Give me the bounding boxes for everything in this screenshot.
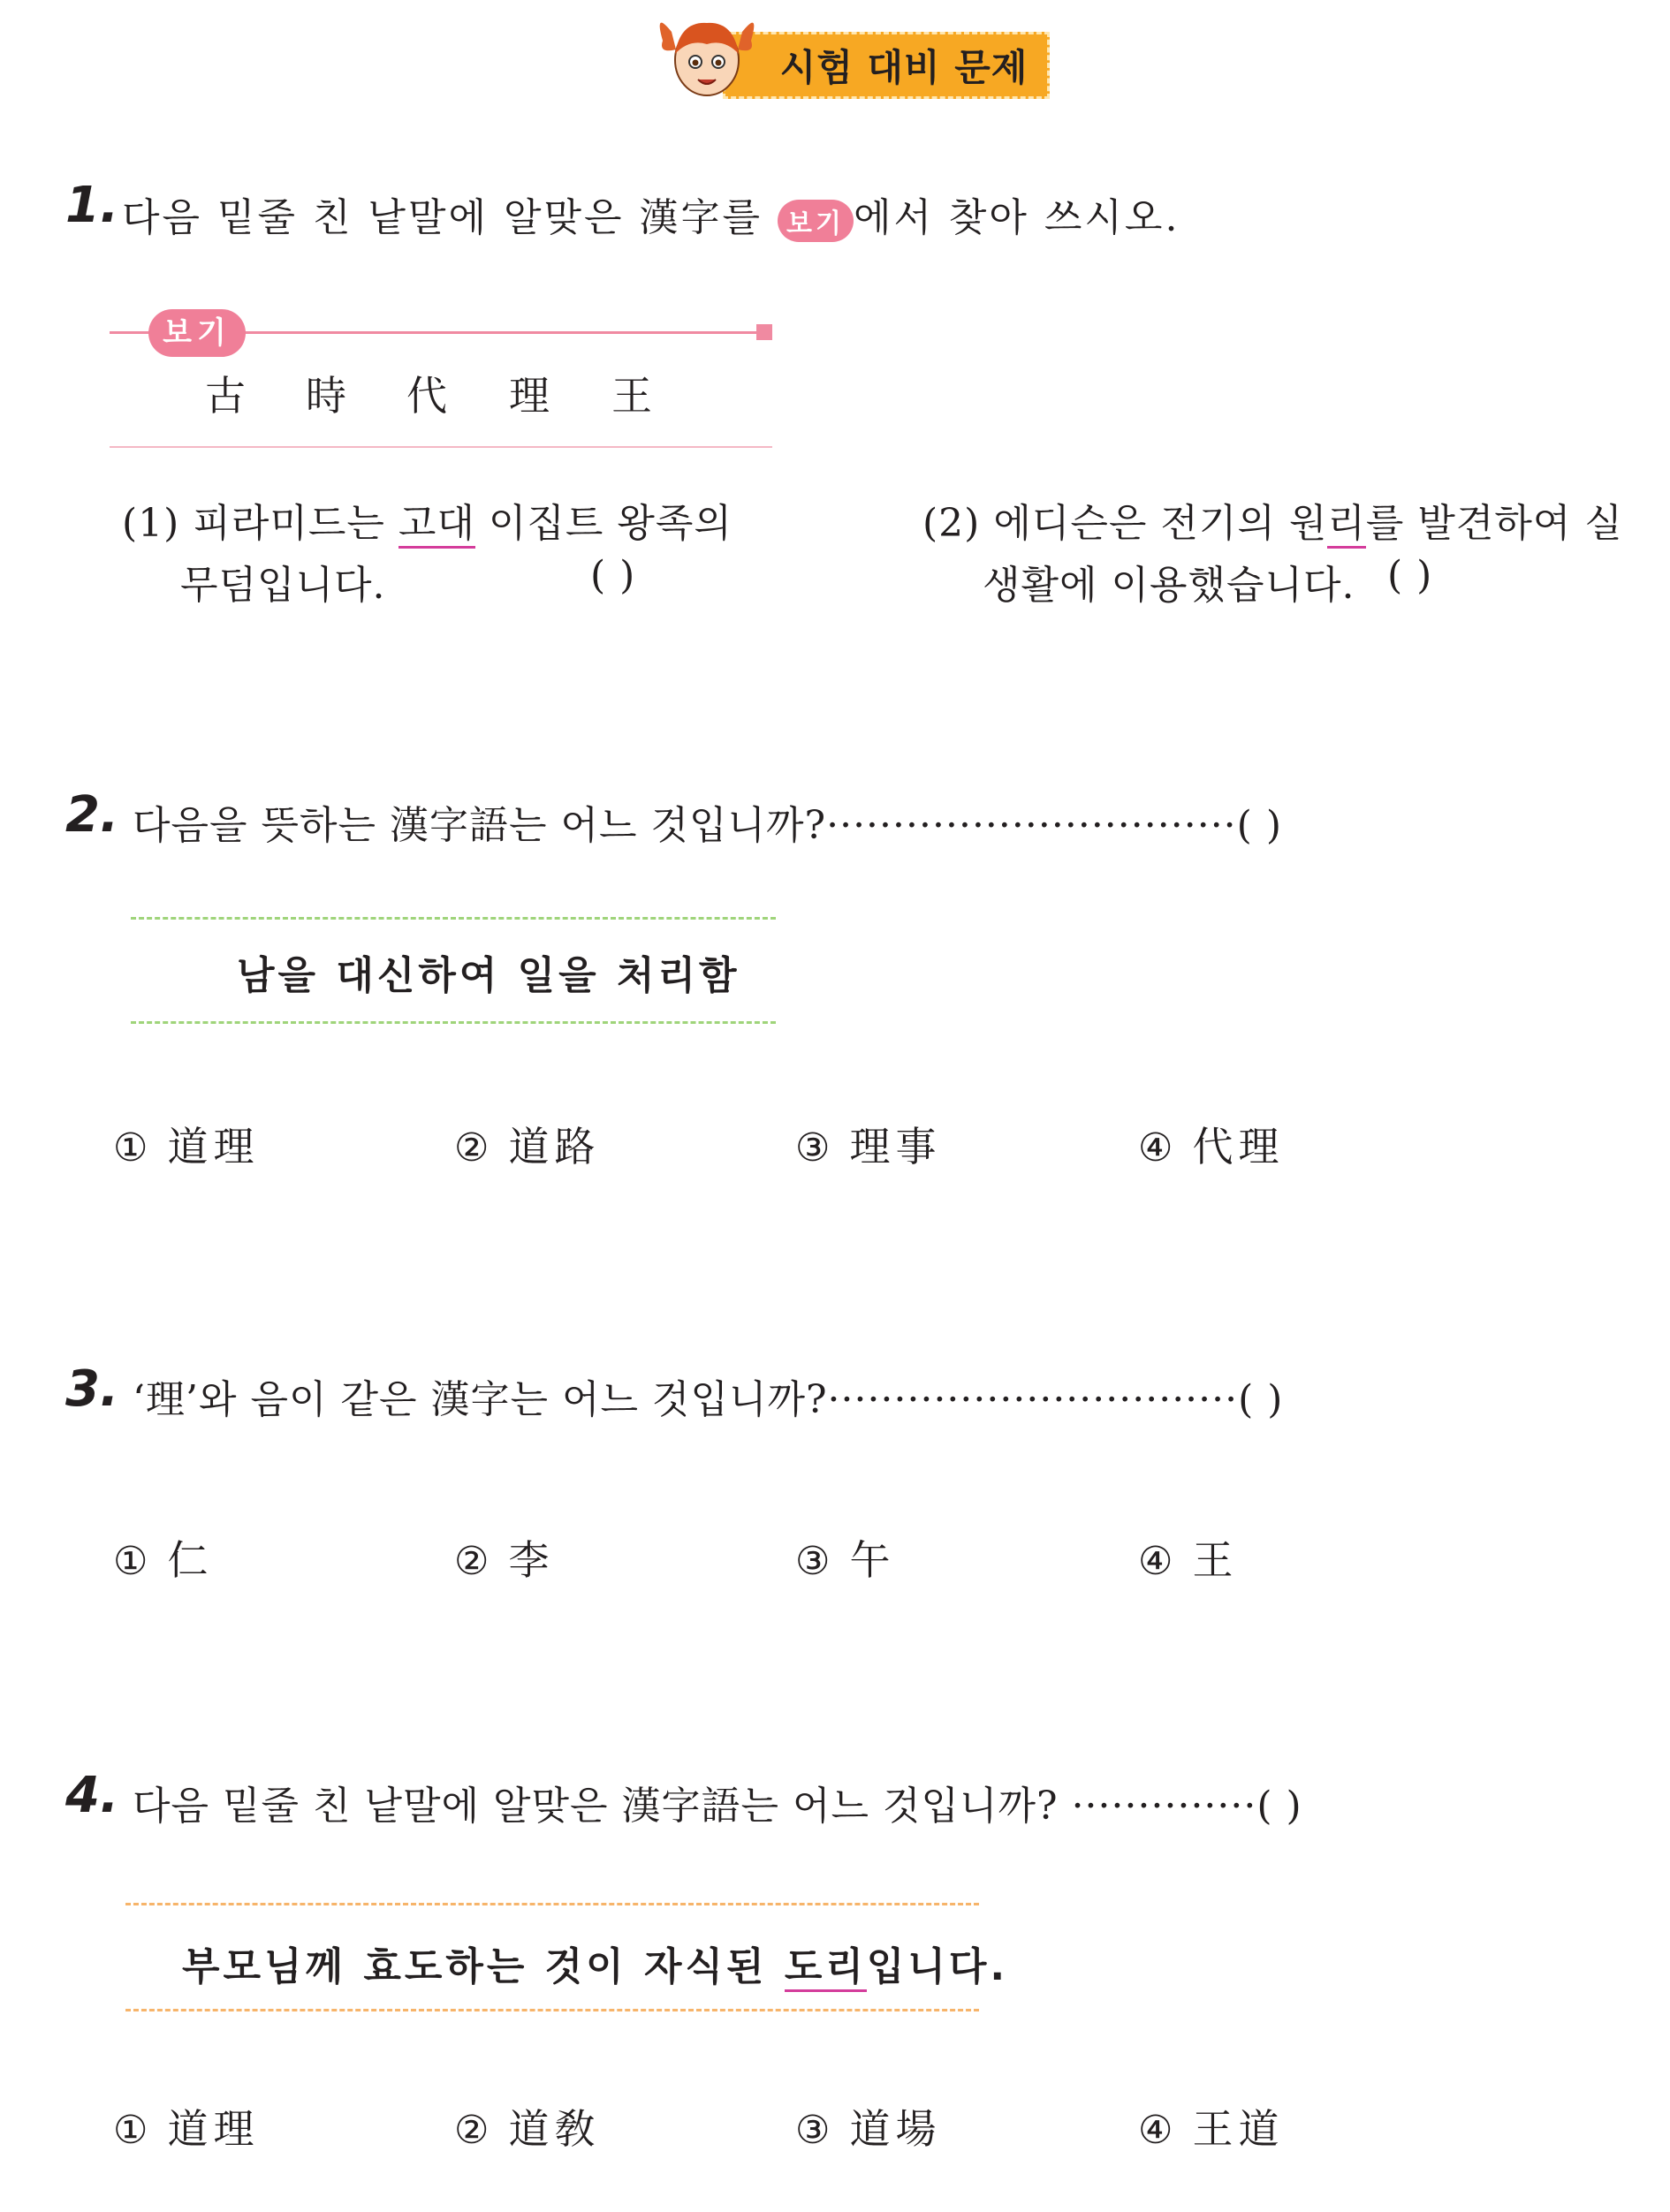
choice-mark: ① <box>113 1539 148 1584</box>
sentence-top-line <box>125 1903 979 1905</box>
option-2[interactable] <box>454 2097 600 2155</box>
choice-mark: ① <box>113 1125 148 1170</box>
option-1[interactable] <box>113 1115 259 1173</box>
question-1 <box>65 177 118 234</box>
example-option-5: 王 <box>611 372 652 420</box>
question-text: 다음을 뜻하는 漢字語는 어느 것입니까? <box>133 803 827 848</box>
definition-top-line <box>131 917 776 920</box>
sub-question-1-line1 <box>122 491 733 548</box>
option-3[interactable] <box>795 2097 941 2155</box>
sentence-bottom-line <box>125 2009 979 2011</box>
choice-mark: ② <box>454 1125 490 1170</box>
choice-mark: ④ <box>1138 1125 1173 1170</box>
question-1-text <box>122 186 1180 242</box>
underlined-word: 리 <box>1327 501 1366 549</box>
sentence-text <box>182 1935 1008 1991</box>
sub-question-text-after: 를 발견하여 실 <box>1365 501 1623 546</box>
choice-mark: ④ <box>1138 1539 1173 1584</box>
answer-blank[interactable]: ( ) <box>1238 1377 1284 1422</box>
example-option-1: 古 <box>205 372 246 420</box>
choice-value: 道場 <box>849 2105 942 2153</box>
section-header <box>654 5 1060 102</box>
dot-leader: ·············· <box>1058 1784 1257 1829</box>
choice-value: 道敎 <box>508 2105 601 2153</box>
question-number: 1. <box>65 177 119 234</box>
choice-value: 李 <box>508 1536 555 1584</box>
sentence-before: 부모님께 효도하는 것이 자식된 <box>182 1944 785 1989</box>
question-2 <box>65 786 118 844</box>
definition-bottom-line <box>131 1021 776 1024</box>
choice-value: 王 <box>1192 1536 1239 1584</box>
option-4[interactable] <box>1138 2097 1284 2155</box>
question-text: ‘理’와 음이 같은 漢字는 어느 것입니까? <box>133 1377 828 1422</box>
choice-mark: ③ <box>795 1539 831 1584</box>
answer-blank[interactable]: ( ) <box>590 553 636 598</box>
option-4[interactable] <box>1138 1115 1284 1173</box>
sub-question-2-line2: 생활에 이용했습니다. <box>983 563 1355 608</box>
girl-mascot-icon <box>654 5 760 102</box>
answer-blank[interactable]: ( ) <box>1256 1784 1302 1829</box>
question-number: 3. <box>65 1360 119 1418</box>
choice-value: 王道 <box>1192 2105 1285 2153</box>
sub-question-2-line1 <box>922 491 1623 548</box>
choice-value: 仁 <box>167 1536 214 1584</box>
question-number: 2. <box>65 786 119 844</box>
underlined-word: 고대 <box>399 501 475 549</box>
option-1[interactable] <box>113 2097 259 2155</box>
choice-value: 道路 <box>508 1123 601 1170</box>
dot-leader: ······························· <box>827 1377 1239 1422</box>
option-2[interactable] <box>454 1528 554 1587</box>
example-option-2: 時 <box>306 372 346 420</box>
option-3[interactable] <box>795 1115 941 1173</box>
choice-value: 代理 <box>1192 1123 1285 1170</box>
bogi-inline-badge: 보기 <box>778 200 854 242</box>
example-option-4: 理 <box>509 372 550 420</box>
example-box-end-marker <box>756 324 772 340</box>
section-title: 시험 대비 문제 <box>723 32 1050 99</box>
question-text: 다음 밑줄 친 낱말에 알맞은 漢字語는 어느 것입니까? <box>133 1784 1059 1829</box>
question-3 <box>65 1360 118 1418</box>
choice-mark: ② <box>454 1539 490 1584</box>
question-text-after: 에서 찾아 쓰시오. <box>853 195 1180 240</box>
choice-mark: ④ <box>1138 2108 1173 2153</box>
choice-value: 理事 <box>849 1123 942 1170</box>
choice-value: 道理 <box>167 2105 260 2153</box>
question-4 <box>65 1767 118 1824</box>
option-1[interactable] <box>113 1528 213 1587</box>
answer-blank[interactable]: ( ) <box>1387 553 1433 598</box>
example-box-bottom-line <box>110 446 772 448</box>
sub-question-1-line2: 무덤입니다. <box>180 563 386 608</box>
definition-text: 남을 대신하여 일을 처리함 <box>237 953 740 998</box>
answer-blank[interactable]: ( ) <box>1236 803 1282 848</box>
example-option-3: 代 <box>406 372 447 420</box>
question-2-text <box>133 793 1282 850</box>
question-text-before: 다음 밑줄 친 낱말에 알맞은 漢字를 <box>122 195 778 240</box>
dot-leader: ······························· <box>826 803 1237 848</box>
question-4-text <box>133 1774 1302 1830</box>
option-4[interactable] <box>1138 1528 1238 1587</box>
sentence-after: 입니다. <box>866 1944 1009 1989</box>
example-box-label: 보기 <box>148 309 246 357</box>
underlined-word: 도리 <box>785 1944 867 1992</box>
sub-question-text-after: 이집트 왕족의 <box>474 501 733 546</box>
option-2[interactable] <box>454 1115 600 1173</box>
choice-value: 道理 <box>167 1123 260 1170</box>
sub-question-text: 피라미드는 <box>193 501 399 546</box>
choice-mark: ③ <box>795 1125 831 1170</box>
question-number: 4. <box>65 1767 119 1824</box>
choice-value: 午 <box>849 1536 896 1584</box>
question-3-text <box>133 1367 1283 1424</box>
choice-mark: ② <box>454 2108 490 2153</box>
option-3[interactable] <box>795 1528 895 1587</box>
choice-mark: ③ <box>795 2108 831 2153</box>
sub-question-number: (1) <box>122 501 180 546</box>
sub-question-text: 에디슨은 전기의 원 <box>993 501 1328 546</box>
sub-question-number: (2) <box>922 501 981 546</box>
choice-mark: ① <box>113 2108 148 2153</box>
